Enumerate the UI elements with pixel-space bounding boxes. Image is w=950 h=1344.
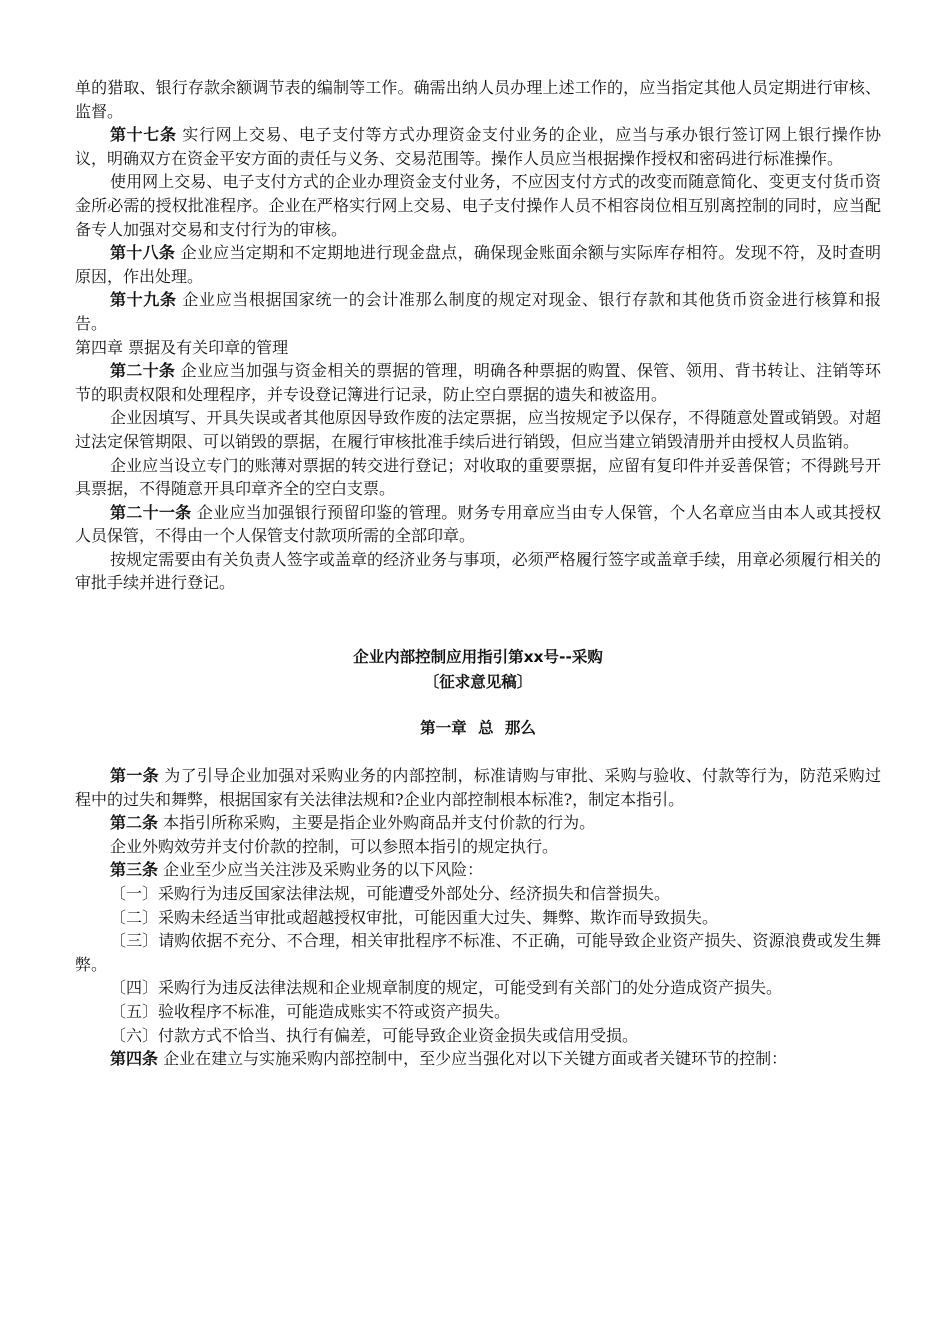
- article-4: [75, 1047, 881, 1071]
- chapter-gap: [75, 740, 881, 764]
- document-subtitle: 〔征求意见稿〕: [423, 673, 533, 692]
- article-1: [75, 764, 881, 811]
- article-17-paragraph-2: 使用网上交易、电子支付方式的企业办理资金支付业务，不应因支付方式的改变而随意简化、变更支付货币资金所必需的授权批准程序。企业在严格实行网上交易、电子支付操作人员不相容岗位相互别离控制的同时，应当配备专人加强对交易和支付行为的审核。: [75, 172, 881, 239]
- article-3-label: 第三条: [110, 860, 159, 880]
- risk-item-4: 〔四〕采购行为违反法律法规和企业规章制度的规定，可能受到有关部门的处分造成资产损失。: [110, 978, 783, 998]
- article-20-label: 第二十条: [110, 361, 176, 381]
- risk-item-1: 〔一〕采购行为违反国家法律法规，可能遭受外部处分、经济损失和信誉损失。: [110, 884, 671, 904]
- article-2-paragraph-2: 企业外购效劳并支付价款的控制，可以参照本指引的规定执行。: [110, 836, 559, 856]
- article-21-label: 第二十一条: [110, 502, 192, 522]
- article-3: [75, 858, 881, 882]
- article-18-text: 企业应当定期和不定期地进行现金盘点，确保现金账面余额与实际库存相符。发现不符，及时查明原因，作出处理。: [75, 243, 881, 286]
- article-21-text: 企业应当加强银行预留印鉴的管理。财务专用章应当由专人保管，个人名章应当由本人或其授权人员保管，不得由一个人保管支付款项所需的全部印章。: [75, 502, 881, 546]
- section-gap: [75, 595, 881, 645]
- risk-item-5: 〔五〕验收程序不标准，可能造成账实不符或资产损失。: [110, 1002, 511, 1021]
- article-20-paragraph-2: 企业因填写、开具失误或者其他原因导致作废的法定票据，应当按规定予以保存，不得随意处置或销毁。对超过法定保管期限、可以销毁的票据，在履行审核批准手续后进行销毁，但应当建立销毁清册并由授权人员监销。: [75, 408, 881, 451]
- article-21: [75, 501, 881, 548]
- article-4-label: 第四条: [110, 1049, 159, 1069]
- article-1-text: 为了引导企业加强对采购业务的内部控制，标准请购与审批、采购与验收、付款等行为，防范采购过程中的过失和舞弊，根据国家有关法律法规和?企业内部控制根本标准?，制定本指引。: [75, 766, 881, 809]
- paragraph-continuation: 单的猎取、银行存款余额调节表的编制等工作。确需出纳人员办理上述工作的，应当指定其他人员定期进行审核、监督。: [75, 78, 881, 121]
- article-4-text: 企业在建立与实施采购内部控制中，至少应当强化对以下关键方面或者关键环节的控制：: [158, 1049, 788, 1069]
- article-1-label: 第一条: [110, 766, 159, 786]
- article-2: [75, 811, 881, 835]
- chapter-4-heading: 第四章 票据及有关印章的管理: [75, 337, 289, 357]
- article-18: [75, 241, 881, 288]
- article-2-text: 本指引所称采购，主要是指企业外购商品并支付价款的行为。: [158, 813, 596, 833]
- chapter-1-heading: 第一章 总 那么: [420, 719, 536, 738]
- article-19-text: 企业应当根据国家统一的会计准那么制度的规定对现金、银行存款和其他货币资金进行核算和报告。: [75, 290, 881, 333]
- article-3-text: 企业至少应当关注涉及采购业务的以下风险：: [158, 860, 484, 880]
- document-page: [75, 76, 881, 1071]
- document-title: 企业内部控制应用指引第xx号--采购: [353, 648, 603, 667]
- article-2-label: 第二条: [110, 813, 159, 833]
- article-20-paragraph-3: 企业应当设立专门的账薄对票据的转交进行登记；对收取的重要票据，应留有复印件并妥善保管；不得跳号开具票据，不得随意开具印章齐全的空白支票。: [75, 455, 881, 499]
- article-17-text: 实行网上交易、电子支付等方式办理资金支付业务的企业，应当与承办银行签订网上银行操作协议，明确双方在资金平安方面的责任与义务、交易范围等。操作人员应当根据操作授权和密码进行标准操作。: [75, 125, 881, 168]
- article-19: [75, 288, 881, 335]
- article-20-text: 企业应当加强与资金相关的票据的管理，明确各种票据的购置、保管、领用、背书转让、注销等环节的职责权限和处理程序，并专设登记簿进行记录，防止空白票据的遗失和被盗用。: [75, 361, 881, 404]
- risk-item-3: 〔三〕请购依据不充分、不合理，相关审批程序不标准、不正确，可能导致企业资产损失、资源浪费或发生舞弊。: [75, 931, 881, 974]
- article-20: [75, 359, 881, 406]
- article-18-label: 第十八条: [110, 243, 176, 263]
- article-17: [75, 123, 881, 170]
- title-gap: [75, 694, 881, 716]
- article-19-label: 第十九条: [110, 290, 177, 310]
- risk-item-2: 〔二〕采购未经适当审批或超越授权审批，可能因重大过失、舞弊、欺诈而导致损失。: [110, 907, 719, 927]
- risk-item-6: 〔六〕付款方式不恰当、执行有偏差，可能导致企业资金损失或信用受损。: [110, 1025, 639, 1045]
- article-21-paragraph-2: 按规定需要由有关负责人签字或盖章的经济业务与事项，必须严格履行签字或盖章手续，用章必须履行相关的审批手续并进行登记。: [75, 549, 881, 593]
- article-17-label: 第十七条: [110, 125, 177, 145]
